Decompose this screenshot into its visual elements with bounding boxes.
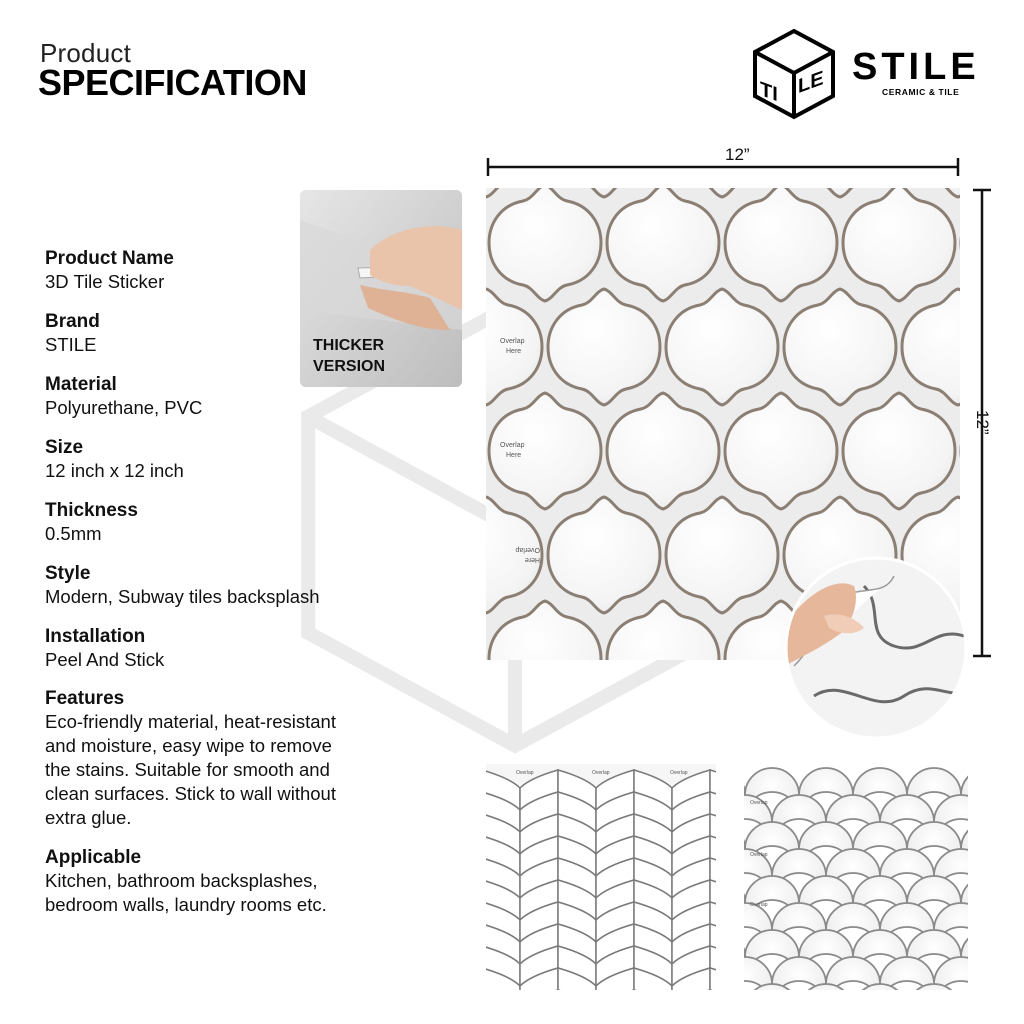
spec-value: Kitchen, bathroom backsplashes, bedroom walls, laundry rooms etc. xyxy=(45,870,327,915)
thicker-label-line1: THICKER xyxy=(313,337,385,354)
spec-thickness xyxy=(45,500,425,546)
spec-installation xyxy=(45,626,425,672)
spec-label: Product Name xyxy=(45,248,174,269)
peel-closeup-image xyxy=(784,556,968,740)
svg-text:LE: LE xyxy=(798,66,824,99)
spec-value: 3D Tile Sticker xyxy=(45,271,165,292)
spec-value: Eco-friendly material, heat-resistant and moisture, easy wipe to remove the stains. Suitable for smooth and clean surfaces. Stick to wall without extra glue. xyxy=(45,711,336,828)
spec-label: Applicable xyxy=(45,847,142,868)
fish-overlap-note-2: Overlap xyxy=(750,852,768,858)
overlap-note-3b: Overlap xyxy=(515,546,540,553)
spec-style xyxy=(45,563,425,609)
fish-overlap-note-1: Overlap xyxy=(750,800,768,806)
header-product-label: Product xyxy=(40,38,132,68)
spec-label: Style xyxy=(45,563,91,584)
spec-features xyxy=(45,688,355,830)
leaf-overlap-note-3: Overlap xyxy=(670,770,688,776)
spec-label: Size xyxy=(45,437,84,458)
spec-value: Peel And Stick xyxy=(45,649,165,670)
spec-value: 0.5mm xyxy=(45,523,102,544)
fish-overlap-note-3: Overlap xyxy=(750,902,768,908)
logo-tile-text: TI xyxy=(760,77,778,107)
overlap-note-1a: Overlap xyxy=(500,338,525,345)
leaf-overlap-note-2: Overlap xyxy=(592,770,610,776)
brand-subtitle: CERAMIC & TILE xyxy=(882,87,960,97)
spec-applicable xyxy=(45,847,390,917)
width-dimension-label: 12” xyxy=(725,145,750,164)
overlap-note-2b: Here xyxy=(506,452,522,459)
spec-label: Thickness xyxy=(45,500,138,521)
thicker-version-label xyxy=(313,335,385,377)
spec-value: STILE xyxy=(45,334,97,355)
spec-label: Material xyxy=(45,374,117,395)
spec-label: Features xyxy=(45,688,125,709)
thicker-label-line2: VERSION xyxy=(313,358,386,375)
overlap-note-3a: Here xyxy=(524,556,540,563)
overlap-note-2a: Overlap xyxy=(500,442,525,449)
leaf-tile xyxy=(710,968,716,990)
leaf-tile-panel xyxy=(486,764,716,990)
spec-value: Modern, Subway tiles backsplash xyxy=(45,586,320,607)
header-specification-title: SPECIFICATION xyxy=(38,62,307,103)
brand-name: STILE xyxy=(852,46,980,88)
thicker-version-image xyxy=(300,190,462,387)
leaf-overlap-note-1: Overlap xyxy=(516,770,534,776)
overlap-note-1b: Here xyxy=(506,348,522,355)
spec-value: 12 inch x 12 inch xyxy=(45,460,184,481)
spec-size xyxy=(45,437,425,483)
spec-label: Installation xyxy=(45,626,146,647)
spec-label: Brand xyxy=(45,311,100,332)
spec-value: Polyurethane, PVC xyxy=(45,397,203,418)
fish-scale-tile-panel xyxy=(744,764,968,990)
height-dimension-label: 12” xyxy=(973,410,992,435)
stile-logo-icon xyxy=(752,28,836,120)
